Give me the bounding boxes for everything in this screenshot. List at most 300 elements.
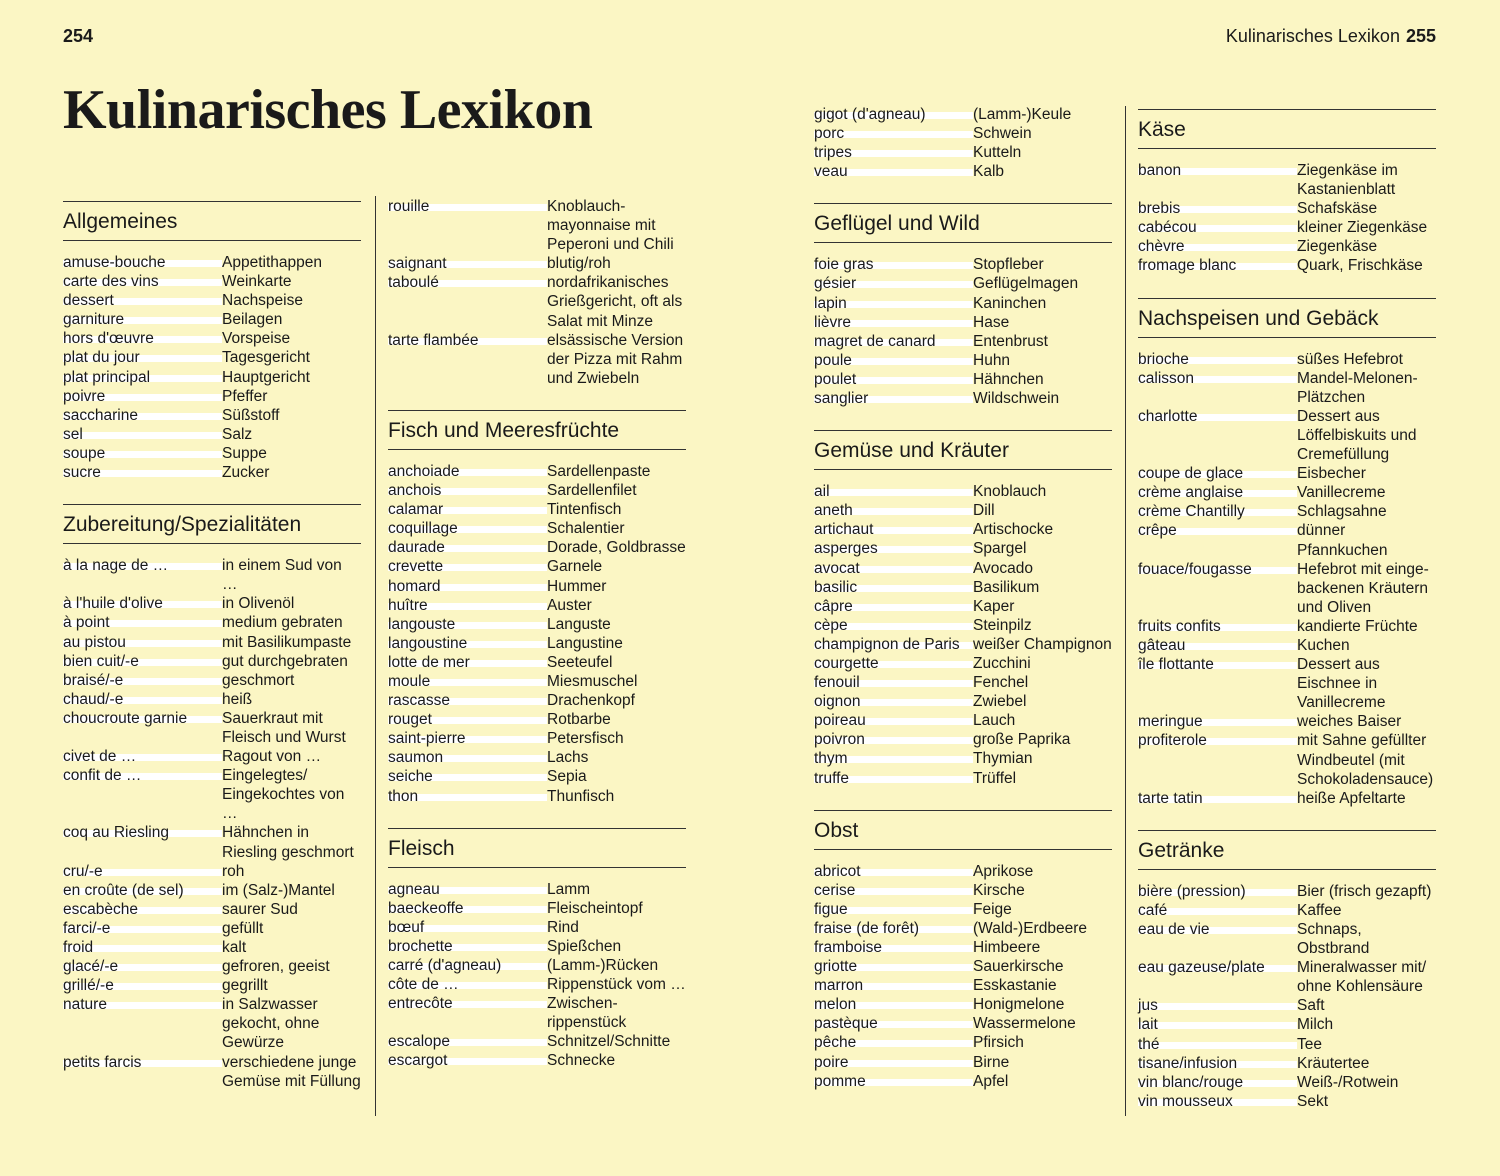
french-term: en croûte (de sel) — [63, 881, 222, 900]
french-term: gâteau — [1138, 636, 1297, 655]
glossary-entry — [1138, 407, 1436, 464]
german-translation: kleiner Ziegenkäse — [1297, 219, 1428, 237]
glossary-entry — [388, 956, 686, 975]
glossary-entry — [814, 539, 1112, 558]
column-divider — [375, 196, 376, 1116]
french-term: à l'huile d'olive — [63, 594, 222, 613]
french-term: griotte — [814, 957, 973, 976]
french-term: fraise (de forêt) — [814, 919, 973, 938]
german-translation: Nachspeise — [222, 292, 303, 310]
french-term: cabécou — [1138, 218, 1297, 237]
glossary-entry — [63, 995, 361, 1052]
german-translation: geschmort — [222, 671, 295, 689]
glossary-entry — [388, 538, 686, 557]
german-translation: Zucchini — [973, 654, 1031, 672]
german-translation: Knoblauch-mayonnaise mit Peperoni und Chili — [547, 198, 674, 254]
glossary-entry — [1138, 464, 1436, 483]
french-term: brochette — [388, 937, 547, 956]
french-term: oignon — [814, 692, 973, 711]
section-heading: Zubereitung/Spezialitäten — [63, 504, 361, 544]
french-term: chaud/-e — [63, 690, 222, 709]
glossary-entry — [1138, 256, 1436, 275]
glossary-entry — [814, 255, 1112, 274]
german-translation: Tintenfisch — [547, 501, 622, 519]
french-term: escalope — [388, 1032, 547, 1051]
french-term: nature — [63, 995, 222, 1052]
french-term: sucre — [63, 463, 222, 482]
german-translation: Lamm — [547, 880, 591, 898]
german-translation: Avocado — [973, 559, 1034, 577]
german-translation: Langustine — [547, 634, 623, 652]
french-term: farci/-e — [63, 919, 222, 938]
glossary-entry — [63, 671, 361, 690]
running-header-title: Kulinarisches Lexikon — [1225, 26, 1400, 46]
french-term: meringue — [1138, 712, 1297, 731]
glossary-entry — [388, 653, 686, 672]
french-term: fouace/fougasse — [1138, 560, 1297, 617]
glossary-entry — [814, 124, 1112, 143]
german-translation: Himbeere — [973, 939, 1041, 956]
german-translation: Ragout von … — [222, 748, 322, 766]
page-number-right: 255 — [1405, 26, 1436, 46]
german-translation: Kaninchen — [973, 294, 1047, 312]
french-term: île flottante — [1138, 655, 1297, 712]
german-translation: Birne — [973, 1053, 1010, 1071]
german-translation: Rippenstück vom … — [547, 976, 686, 994]
section-kase — [1138, 109, 1436, 276]
french-term: calamar — [388, 500, 547, 519]
section-heading: Allgemeines — [63, 201, 361, 241]
glossary-entry — [1138, 789, 1436, 808]
german-translation: gegrillt — [222, 977, 268, 995]
german-translation: Vanillecreme — [1297, 484, 1386, 502]
glossary-entry — [1138, 636, 1436, 655]
glossary-entry — [814, 162, 1112, 181]
glossary-entry — [63, 938, 361, 957]
glossary-entry — [63, 1053, 361, 1091]
glossary-entry — [1138, 350, 1436, 369]
german-translation: Dessert aus Löffelbiskuits und Cremefüllung — [1297, 407, 1417, 464]
glossary-entry — [63, 900, 361, 919]
section-heading: Käse — [1138, 109, 1436, 149]
french-term: chèvre — [1138, 237, 1297, 256]
french-term: porc — [814, 124, 973, 143]
glossary-entry — [814, 654, 1112, 673]
glossary-entry — [814, 143, 1112, 162]
german-translation: kandierte Früchte — [1297, 617, 1418, 635]
glossary-entry — [63, 594, 361, 613]
running-header-right — [1226, 26, 1436, 47]
french-term: seiche — [388, 767, 547, 786]
german-translation: Garnele — [547, 558, 603, 576]
german-translation: Rotbarbe — [547, 711, 611, 729]
glossary-entry — [814, 635, 1112, 654]
glossary-entry — [388, 634, 686, 653]
french-term: langoustine — [388, 634, 547, 653]
glossary-entry — [1138, 712, 1436, 731]
french-term: poivron — [814, 730, 973, 749]
french-term: fenouil — [814, 673, 973, 692]
french-term: confit de … — [63, 766, 222, 823]
german-translation: Huhn — [973, 351, 1011, 369]
section-heading: Getränke — [1138, 830, 1436, 870]
glossary-entry — [388, 519, 686, 538]
german-translation: Feige — [973, 900, 1012, 918]
glossary-entry — [63, 823, 361, 861]
german-translation: Sauerkirsche — [973, 958, 1064, 976]
glossary-entry — [814, 105, 1112, 124]
glossary-entry — [388, 500, 686, 519]
german-translation: Schlagsahne — [1297, 503, 1387, 521]
french-term: banon — [1138, 161, 1297, 199]
glossary-entry — [814, 769, 1112, 788]
french-term: glacé/-e — [63, 957, 222, 976]
german-translation: verschiedene junge Gemüse mit Füllung — [222, 1053, 361, 1090]
section-getranke — [1138, 830, 1436, 1111]
glossary-entry — [63, 690, 361, 709]
french-term: rascasse — [388, 691, 547, 710]
glossary-entry — [814, 1053, 1112, 1072]
column-3 — [814, 105, 1112, 1113]
french-term: tripes — [814, 143, 973, 162]
german-translation: mit Sahne gefüllter Windbeutel (mit Schokoladensauce) — [1297, 732, 1434, 788]
french-term: civet de … — [63, 747, 222, 766]
german-translation: Apfel — [973, 1072, 1009, 1090]
glossary-entry — [388, 994, 686, 1032]
glossary-entry — [388, 748, 686, 767]
german-translation: im (Salz-)Mantel — [222, 881, 335, 899]
glossary-entry — [388, 1051, 686, 1070]
german-translation: Lachs — [547, 749, 589, 767]
french-term: pêche — [814, 1033, 973, 1052]
french-term: abricot — [814, 862, 973, 881]
french-term: artichaut — [814, 520, 973, 539]
french-term: asperges — [814, 539, 973, 558]
german-translation: Mandel-Melonen-Plätzchen — [1297, 369, 1418, 406]
french-term: brioche — [1138, 350, 1297, 369]
glossary-entry — [388, 596, 686, 615]
german-translation: Kalb — [973, 163, 1005, 181]
glossary-entry — [1138, 996, 1436, 1015]
section-zubereitung-spezialitaten — [63, 504, 361, 1091]
french-term: huître — [388, 596, 547, 615]
glossary-entry — [63, 463, 361, 482]
french-term: gésier — [814, 274, 973, 293]
french-term: truffe — [814, 769, 973, 788]
glossary-entry — [388, 710, 686, 729]
section-obst — [814, 810, 1112, 1091]
french-term: calisson — [1138, 369, 1297, 407]
german-translation: elsässische Version der Pizza mit Rahm und Zwiebeln — [547, 331, 684, 387]
french-term: escargot — [388, 1051, 547, 1070]
french-term: au pistou — [63, 633, 222, 652]
french-term: moule — [388, 672, 547, 691]
glossary-entry — [388, 937, 686, 956]
section-heading: Gemüse und Kräuter — [814, 430, 1112, 470]
glossary-entry — [814, 711, 1112, 730]
french-term: soupe — [63, 444, 222, 463]
column-divider — [1125, 106, 1126, 1116]
french-term: saignant — [388, 254, 547, 273]
german-translation: Tagesgericht — [222, 349, 310, 367]
german-translation: süßes Hefebrot — [1297, 350, 1403, 368]
german-translation: Schnitzel/Schnitte — [547, 1033, 671, 1051]
section-nachspeisen-und-geback — [1138, 298, 1436, 808]
german-translation: Eingelegtes/ Eingekochtes von … — [222, 767, 345, 823]
french-term: coupe de glace — [1138, 464, 1297, 483]
glossary-entry — [814, 520, 1112, 539]
french-term: petits farcis — [63, 1053, 222, 1091]
german-translation: Tee — [1297, 1035, 1322, 1053]
french-term: poivre — [63, 387, 222, 406]
german-translation: Hähnchen in Riesling geschmort — [222, 824, 354, 861]
glossary-entry — [1138, 920, 1436, 958]
section-allgemeines — [63, 201, 361, 482]
german-translation: Appetithappen — [222, 254, 322, 271]
french-term: saint-pierre — [388, 729, 547, 748]
glossary-entry — [1138, 1015, 1436, 1034]
german-translation: Rind — [547, 918, 579, 936]
french-term: baeckeoffe — [388, 899, 547, 918]
german-translation: Wildschwein — [973, 390, 1060, 408]
french-term: froid — [63, 938, 222, 957]
german-translation: Schalentier — [547, 520, 625, 538]
french-term: à la nage de … — [63, 556, 222, 594]
german-translation: in einem Sud von … — [222, 557, 342, 594]
glossary-entry — [63, 613, 361, 632]
french-term: melon — [814, 995, 973, 1014]
french-term: eau gazeuse/plate — [1138, 958, 1297, 996]
glossary-entry — [814, 501, 1112, 520]
french-term: sel — [63, 425, 222, 444]
glossary-entry — [1138, 483, 1436, 502]
glossary-entry — [63, 652, 361, 671]
glossary-entry — [63, 444, 361, 463]
french-term: courgette — [814, 654, 973, 673]
french-term: carte des vins — [63, 272, 222, 291]
french-term: magret de canard — [814, 332, 973, 351]
glossary-entry — [388, 197, 686, 254]
german-translation: Basilikum — [973, 578, 1040, 596]
german-translation: Seeteufel — [547, 653, 613, 671]
glossary-entry — [388, 577, 686, 596]
glossary-entry — [63, 368, 361, 387]
french-term: bien cuit/-e — [63, 652, 222, 671]
glossary-entry — [1138, 617, 1436, 636]
french-term: vin mousseux — [1138, 1092, 1297, 1111]
glossary-entry — [814, 370, 1112, 389]
glossary-entry — [1138, 237, 1436, 256]
german-translation: Süßstoff — [222, 406, 280, 424]
glossary-entry — [1138, 521, 1436, 559]
german-translation: Suppe — [222, 444, 267, 462]
page-number-left: 254 — [63, 26, 94, 46]
french-term: lapin — [814, 294, 973, 313]
section-fleisch — [388, 828, 686, 1071]
glossary-entry — [814, 597, 1112, 616]
french-term: aneth — [814, 501, 973, 520]
german-translation: Schwein — [973, 125, 1032, 143]
german-translation: Auster — [547, 596, 592, 614]
french-term: thé — [1138, 1035, 1297, 1054]
glossary-entry — [1138, 560, 1436, 617]
glossary-entry — [814, 881, 1112, 900]
french-term: agneau — [388, 880, 547, 899]
german-translation: Kaffee — [1297, 901, 1342, 919]
glossary-entry — [63, 976, 361, 995]
glossary-entry — [63, 709, 361, 747]
french-term: saccharine — [63, 406, 222, 425]
glossary-entry — [388, 557, 686, 576]
glossary-entry — [814, 1072, 1112, 1091]
glossary-entry — [814, 616, 1112, 635]
german-translation: Esskastanie — [973, 977, 1057, 995]
glossary-entry — [63, 919, 361, 938]
glossary-entry — [1138, 731, 1436, 788]
glossary-entry — [1138, 1073, 1436, 1092]
glossary-entry — [388, 975, 686, 994]
german-translation: heiß — [222, 690, 253, 708]
french-term: choucroute garnie — [63, 709, 222, 747]
german-translation: Schafskäse — [1297, 200, 1378, 218]
glossary-entry — [814, 313, 1112, 332]
german-translation: Hase — [973, 313, 1010, 331]
section-fisch-und-meeresfruchte — [388, 410, 686, 806]
french-term: eau de vie — [1138, 920, 1297, 958]
german-translation: Dill — [973, 502, 995, 520]
french-term: dessert — [63, 291, 222, 310]
french-term: gigot (d'agneau) — [814, 105, 973, 124]
french-term: langouste — [388, 615, 547, 634]
french-term: tisane/infusion — [1138, 1054, 1297, 1073]
german-translation: Beilagen — [222, 311, 283, 329]
german-translation: (Wald-)Erdbeere — [973, 919, 1087, 937]
glossary-entry — [63, 329, 361, 348]
french-term: amuse-bouche — [63, 253, 222, 272]
french-term: tarte tatin — [1138, 789, 1297, 808]
glossary-entry — [388, 615, 686, 634]
glossary-entry — [814, 730, 1112, 749]
glossary-entry — [814, 995, 1112, 1014]
french-term: lait — [1138, 1015, 1297, 1034]
german-translation: Hähnchen — [973, 370, 1044, 388]
german-translation: Schnaps, Obstbrand — [1297, 921, 1370, 958]
german-translation: Sepia — [547, 768, 587, 786]
glossary-entry — [388, 672, 686, 691]
german-translation: Schnecke — [547, 1052, 616, 1070]
german-translation: in Olivenöl — [222, 595, 295, 613]
glossary-entry — [814, 862, 1112, 881]
glossary-entry — [814, 749, 1112, 768]
french-term: jus — [1138, 996, 1297, 1015]
glossary-entry — [63, 406, 361, 425]
french-term: crème Chantilly — [1138, 502, 1297, 521]
german-translation: Kuchen — [1297, 636, 1350, 654]
german-translation: Kirsche — [973, 881, 1025, 899]
glossary-entry — [1138, 1054, 1436, 1073]
french-term: câpre — [814, 597, 973, 616]
section-heading: Obst — [814, 810, 1112, 850]
german-translation: Zwischen-rippenstück — [547, 995, 627, 1032]
french-term: poireau — [814, 711, 973, 730]
german-translation: gefüllt — [222, 919, 264, 937]
german-translation: Hummer — [547, 577, 607, 595]
glossary-entry — [63, 881, 361, 900]
german-translation: Ziegenkäse — [1297, 238, 1378, 256]
german-translation: roh — [222, 862, 245, 880]
german-translation: weiches Baiser — [1297, 713, 1402, 731]
glossary-entry — [388, 918, 686, 937]
german-translation: große Paprika — [973, 731, 1071, 749]
glossary-entry — [814, 578, 1112, 597]
french-term: cèpe — [814, 616, 973, 635]
german-translation: in Salzwasser gekocht, ohne Gewürze — [222, 996, 320, 1052]
french-term: cerise — [814, 881, 973, 900]
glossary-entry — [388, 729, 686, 748]
german-translation: Zwiebel — [973, 693, 1027, 711]
glossary-entry — [1138, 161, 1436, 199]
section-heading: Geflügel und Wild — [814, 203, 1112, 243]
glossary-entry — [63, 291, 361, 310]
german-translation: Zucker — [222, 464, 270, 482]
glossary-entry — [388, 462, 686, 481]
glossary-entry — [814, 294, 1112, 313]
glossary-entry — [388, 880, 686, 899]
glossary-entry — [388, 691, 686, 710]
german-translation: Vorspeise — [222, 330, 291, 348]
german-translation: Spargel — [973, 540, 1027, 558]
german-translation: Quark, Frischkäse — [1297, 257, 1423, 275]
german-translation: Drachenkopf — [547, 692, 635, 710]
french-term: foie gras — [814, 255, 973, 274]
glossary-entry — [63, 862, 361, 881]
glossary-entry — [388, 1032, 686, 1051]
german-translation: Hefebrot mit einge-backenen Kräutern und Oliven — [1297, 560, 1429, 616]
french-term: cru/-e — [63, 862, 222, 881]
french-term: sanglier — [814, 389, 973, 408]
german-translation: dünner Pfannkuchen — [1297, 522, 1388, 559]
german-translation: Pfeffer — [222, 387, 268, 405]
glossary-entry — [63, 253, 361, 272]
glossary-entry — [814, 976, 1112, 995]
french-term: brebis — [1138, 199, 1297, 218]
glossary-entry — [1138, 882, 1436, 901]
glossary-entry — [814, 1033, 1112, 1052]
glossary-entry — [1138, 369, 1436, 407]
glossary-entry — [63, 556, 361, 594]
column-1 — [63, 201, 361, 1113]
glossary-entry — [814, 673, 1112, 692]
french-term: champignon de Paris — [814, 635, 973, 654]
column-2 — [388, 197, 686, 1093]
glossary-entry — [1138, 1035, 1436, 1054]
german-translation: Kaper — [973, 597, 1015, 615]
glossary-entry — [1138, 1092, 1436, 1111]
french-term: crêpe — [1138, 521, 1297, 559]
french-term: saumon — [388, 748, 547, 767]
german-translation: Lauch — [973, 712, 1016, 730]
french-term: garniture — [63, 310, 222, 329]
french-term: basilic — [814, 578, 973, 597]
french-term: homard — [388, 577, 547, 596]
glossary-entry — [1138, 199, 1436, 218]
german-translation: Eisbecher — [1297, 465, 1366, 483]
german-translation: (Lamm-)Rücken — [547, 957, 659, 974]
french-term: crème anglaise — [1138, 483, 1297, 502]
glossary-entry — [1138, 218, 1436, 237]
german-translation: Geflügelmagen — [973, 275, 1079, 293]
german-translation: Trüffel — [973, 769, 1017, 787]
